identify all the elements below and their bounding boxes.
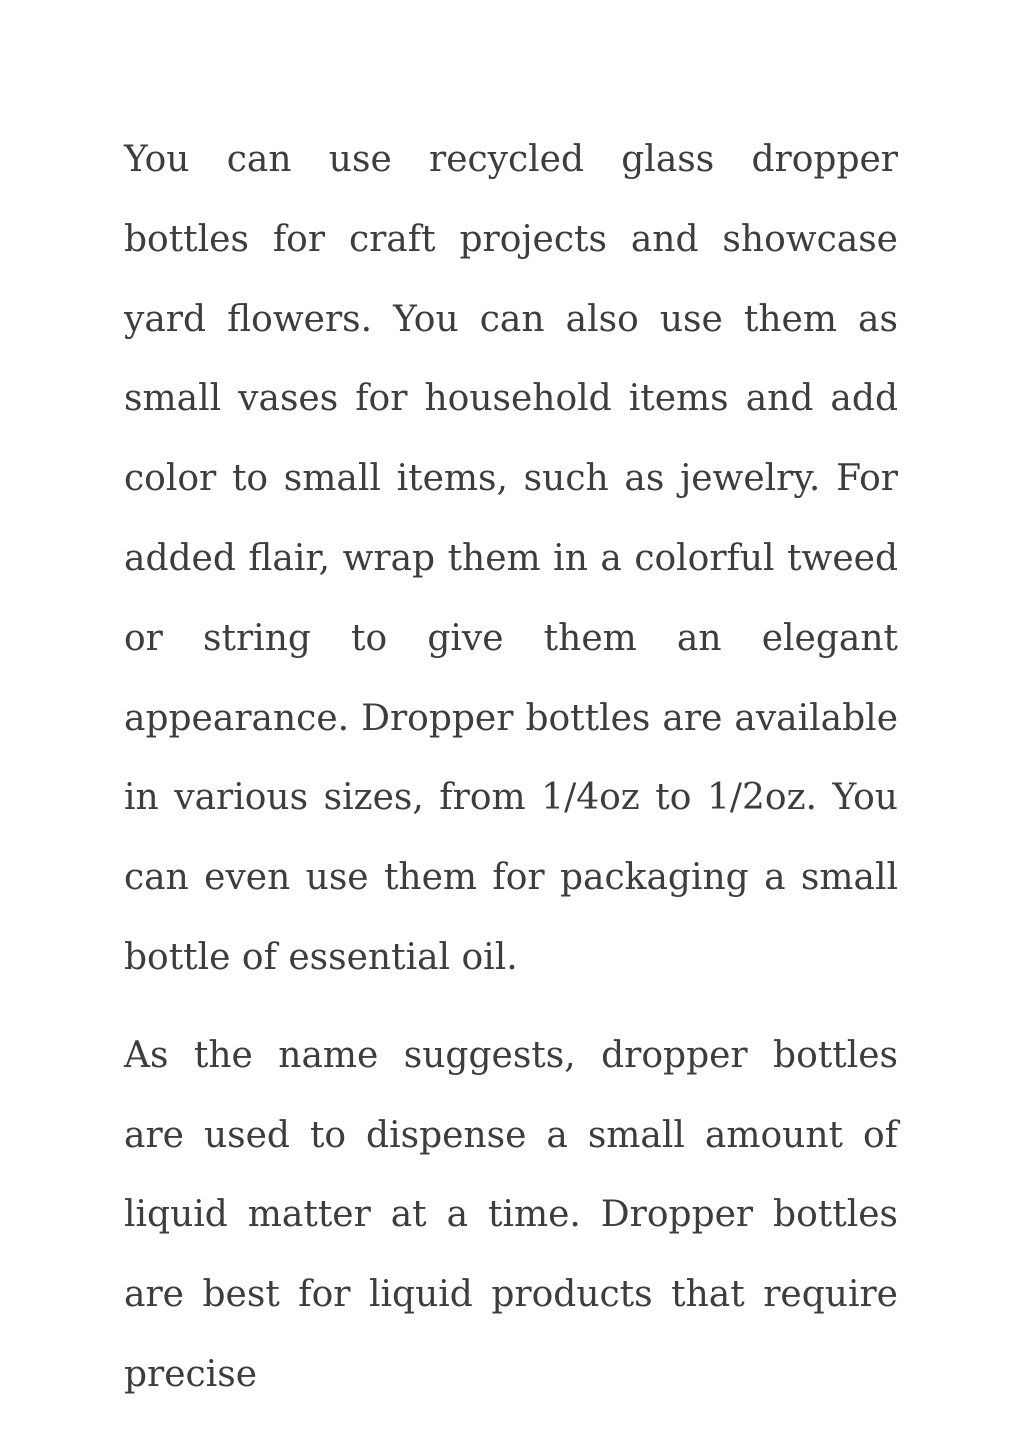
paragraph-dropper-purpose: As the name suggests, dropper bottles are used to dispense a small amount of liquid matter at a time. Dropper bottles are best for liquid products that require precise — [124, 1034, 898, 1395]
document-page — [124, 120, 898, 1433]
paragraph-dropper-uses: You can use recycled glass dropper bottles for craft projects and showcase yard flowers. You can also use them as small vases for household items and add color to small items, such as jewelry. For added flair, wrap them in a colorful tweed or string to give them an elegant appearance. Dropper bottles are available in various sizes, from 1/4oz to 1/2oz. You can even use them for packaging a small bottle of essential oil. — [124, 139, 898, 978]
